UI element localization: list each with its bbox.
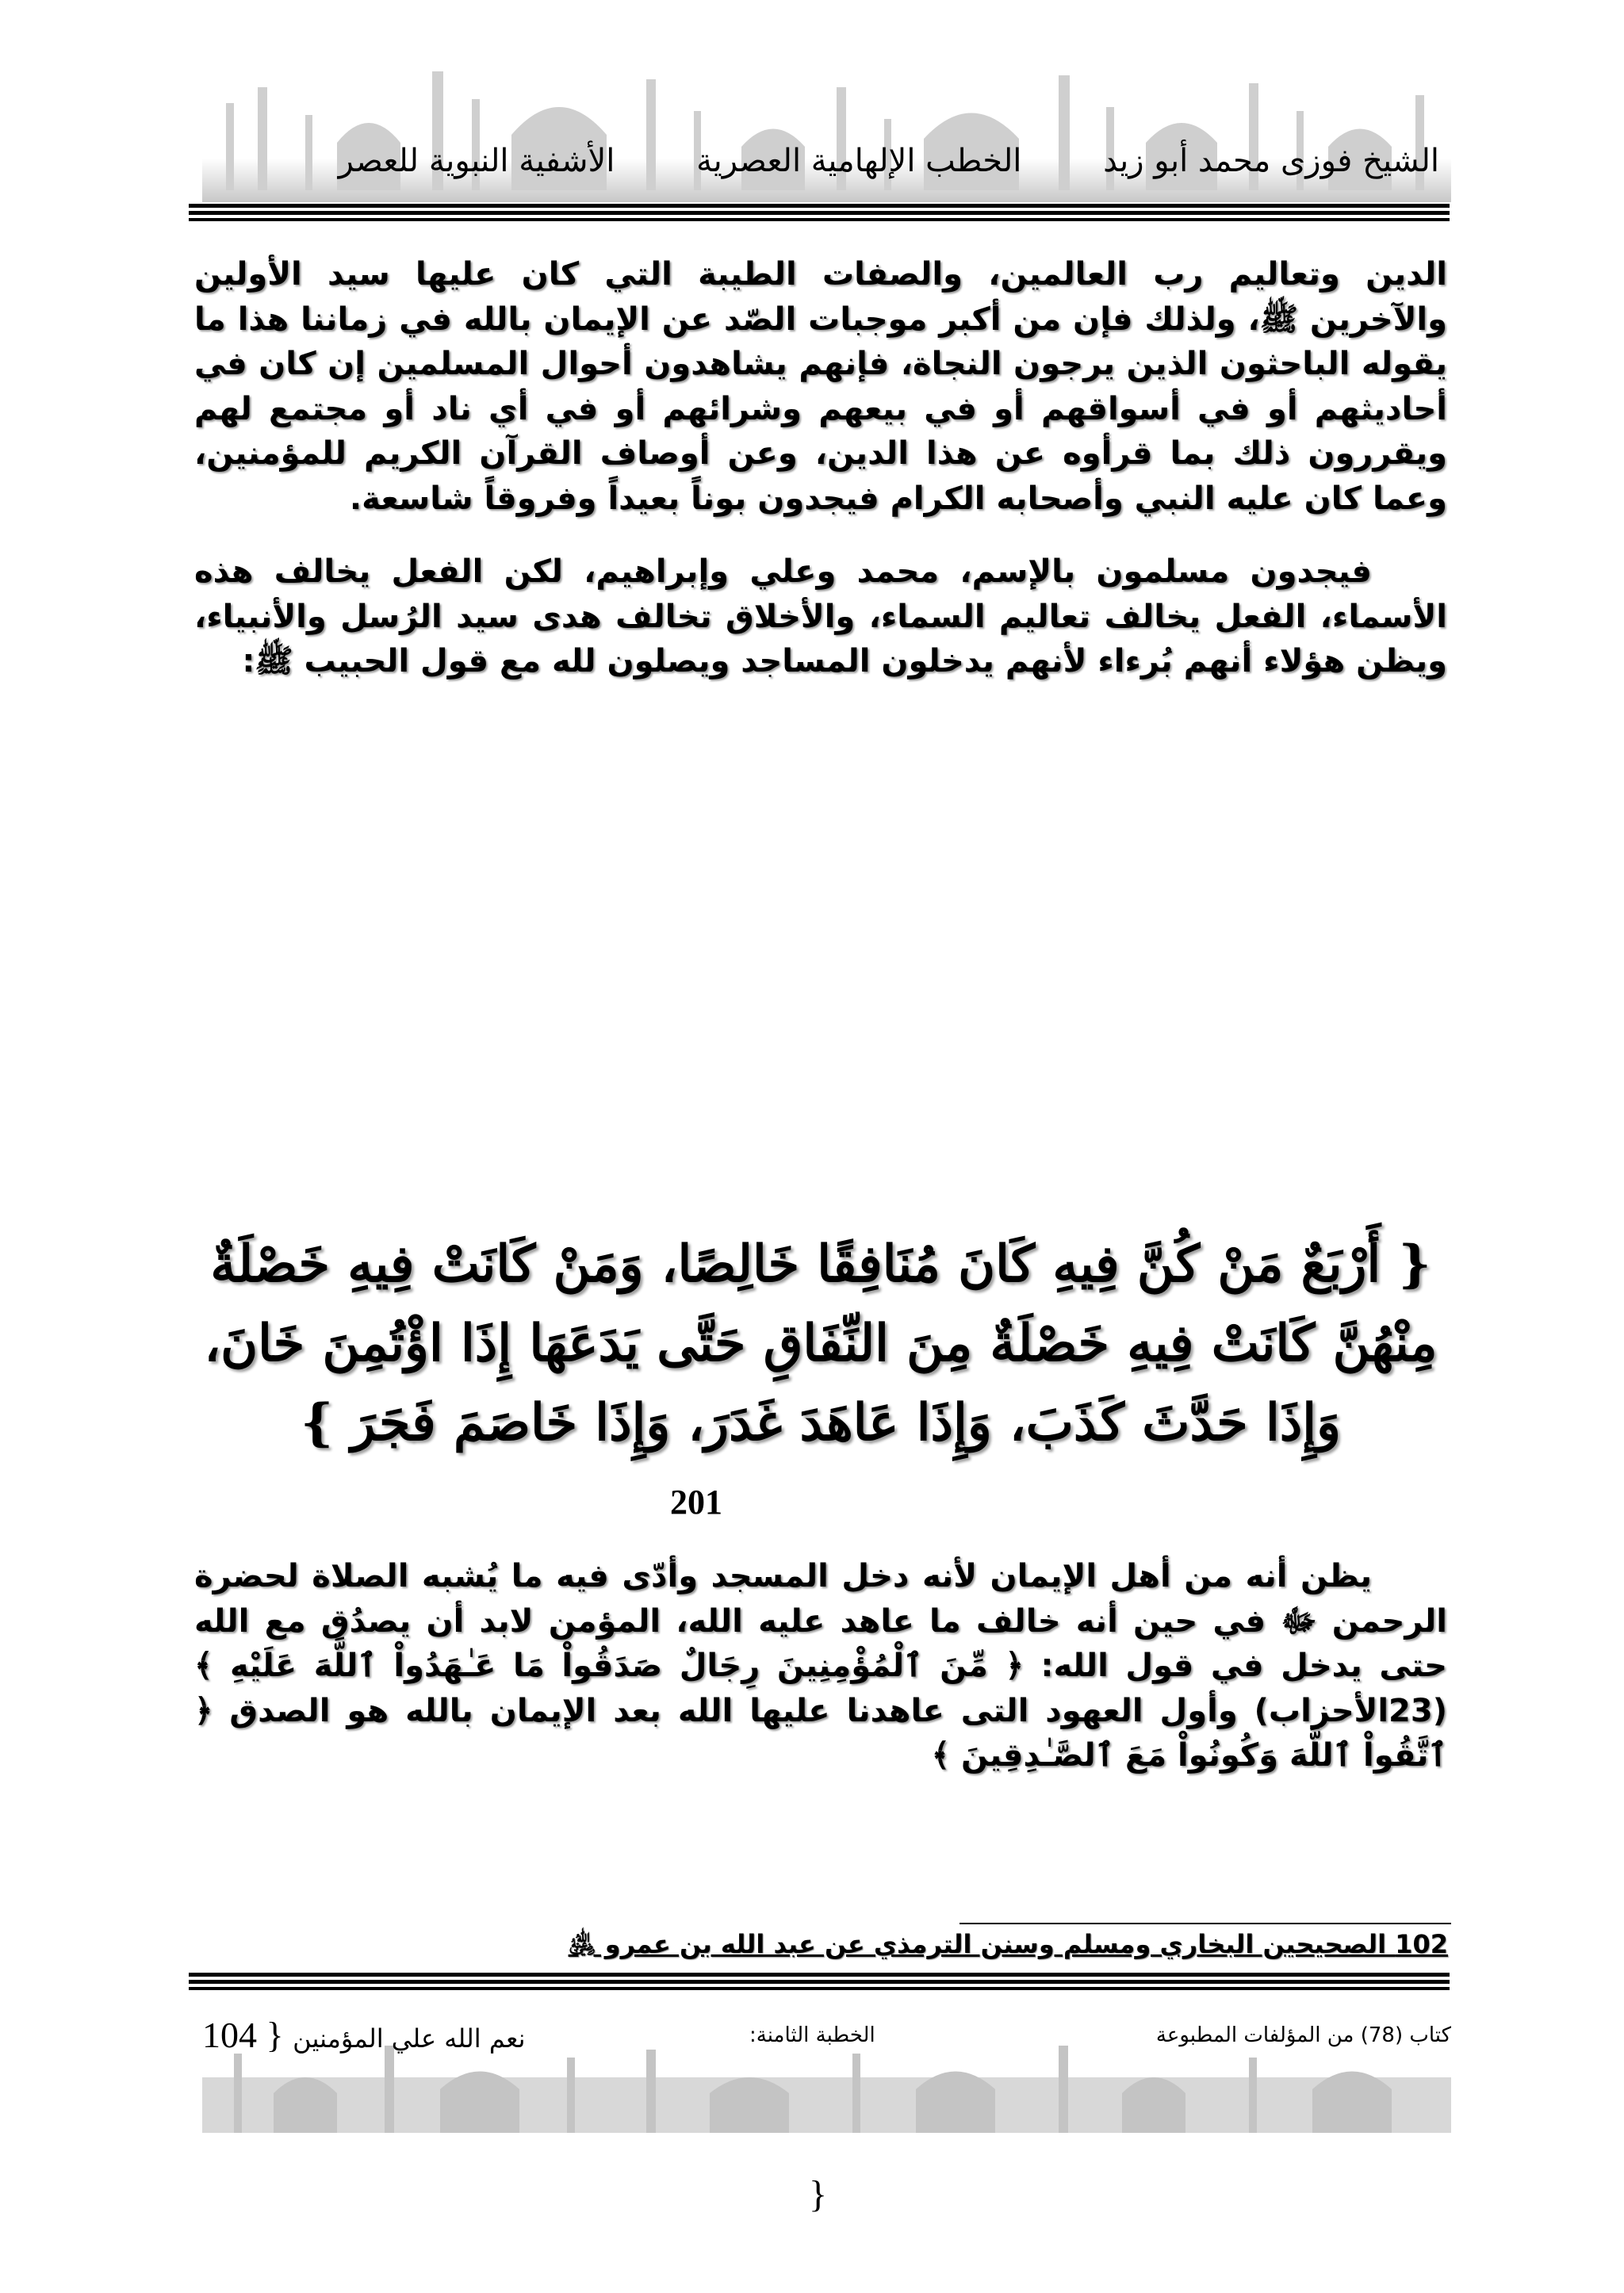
footer-book: كتاب (78) من المؤلفات المطبوعة [1155,2023,1451,2047]
hadith-text: { أَرْبَعٌ مَنْ كُنَّ فِيهِ كَانَ مُنَافِقًا خَالِصًا، وَمَنْ كَانَتْ فِيهِ خَصْلَةٌ مِنْهُنَّ كَانَتْ فِيهِ خَصْلَةٌ مِنَ النِّفَاقِ حَتَّى يَدَعَهَا إِذَا اؤْتُمِنَ خَانَ، وَإِذَا حَدَّثَ كَذَبَ، وَإِذَا عَاهَدَ غَدَرَ، وَإِذَا خَاصَمَ فَجَرَ } [204,1235,1438,1453]
header-author: الشيخ فوزى محمد أبو زيد [1103,143,1439,179]
hadith-quote [194,1225,1447,1522]
footnote-separator [189,1973,1450,1990]
page-number: 104 [202,2015,257,2055]
footer-page-number [202,2014,525,2056]
paragraph-3: يظن أنه من أهل الإيمان لأنه دخل المسجد وأدّى فيه ما يُشبه الصلاة لحضرة الرحمن ﷻ في حين أنه خالف ما عاهد عليه الله، المؤمن لابد أن يصدُق مع الله حتى يدخل في قول الله: ﴿ مِّنَ ٱلْمُؤْمِنِينَ رِجَالٌ صَدَقُواْ مَا عَـٰهَدُواْ ٱللَّهَ عَلَيْهِ ﴾ (23الأحزاب) وأول العهود التى عاهدنا عليها الله بعد الإيمان بالله هو الصدق ﴿ ٱتَّقُواْ ٱللَّهَ وَكُونُواْ مَعَ ٱلصَّـٰدِقِينَ ﴾ [194,1558,1447,1774]
page-brace-close: { [809,2173,828,2215]
page-header [202,56,1451,202]
page-brace-open: { [266,2015,284,2055]
footnote-rule [959,1923,1451,1924]
footer-sermon-label: الخطبة الثامنة: [749,2023,875,2047]
main-text-continued [194,1554,1447,1778]
footer-sermon-title: نعم الله علي المؤمنين [293,2023,526,2054]
header-volume: الأشفية النبوية للعصر [338,143,615,179]
header-line [339,143,1439,179]
paragraph-2: فيجدون مسلمون بالإسم، محمد وعلي وإبراهيم، لكن الفعل يخالف هذه الأسماء، الفعل يخالف تعاليم السماء، والأخلاق تخالف هدى سيد الرُسل والأنبياء، ويظن هؤلاء أنهم بُرءاء لأنهم يدخلون المساجد ويصلون لله مع قول الحبيب ﷺ: [194,553,1447,679]
paragraph-1: الدين وتعاليم رب العالمين، والصفات الطيبة التي كان عليها سيد الأولين والآخرين ﷺ، ولذلك فإن من أكبر موجبات الصّد عن الإيمان بالله في زماننا هذا ما يقوله الباحثون الذين يرجون النجاة، فإنهم يشاهدون أحوال المسلمين إن كان في أحاديثهم أو في أسواقهم أو في بيعهم وشرائهم أو في أي ناد أو مجتمع لهم ويقررون ذلك بما قرأوه عن هذا الدين، وعن أوصاف القرآن الكريم للمؤمنين، وعما كان عليه النبي وأصحابه الكرام فيجدون بوناً بعيداً وفروقاً شاسعة. [194,256,1447,517]
main-text [194,252,1447,684]
header-series: الخطب الإلهامية العصرية [696,143,1022,179]
footer-skyline-decoration [202,2046,1451,2133]
header-separator [189,204,1450,221]
page-footer [202,2014,1451,2133]
footnote: 102 الصحيحين البخاري ومسلم وسنن الترمذي عن عبد الله بن عمرو ﵁ [568,1929,1448,1959]
mosque-skyline-decoration [202,56,1451,202]
hadith-footnote-ref: 201 [670,1483,722,1522]
